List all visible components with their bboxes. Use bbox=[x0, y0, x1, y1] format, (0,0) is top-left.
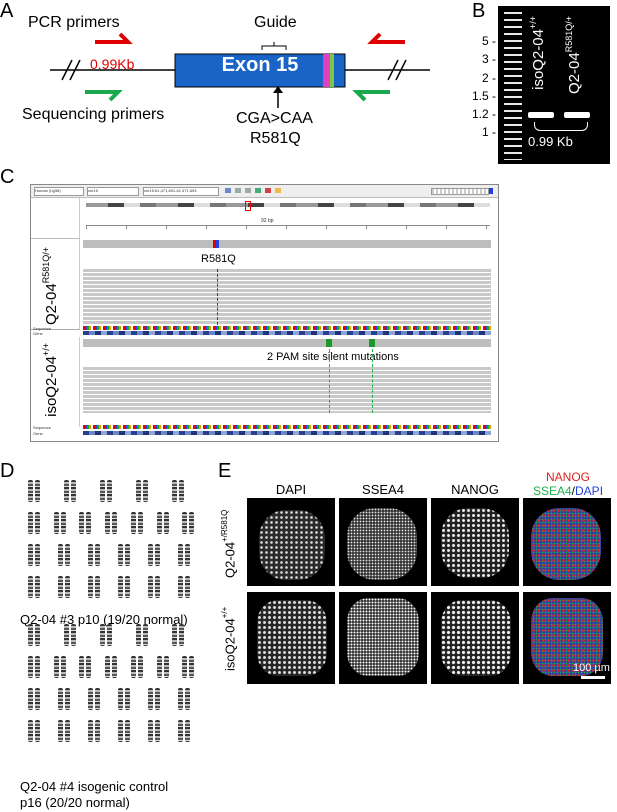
chromosome-pair bbox=[28, 720, 33, 742]
chromosome-pair bbox=[35, 480, 40, 502]
pcr-forward-primer bbox=[95, 34, 128, 42]
chromosome-pair bbox=[138, 512, 143, 534]
chromosome-pair bbox=[125, 720, 130, 742]
track2-name-panel bbox=[31, 337, 80, 427]
chromosome-pair bbox=[155, 720, 160, 742]
chromosome-pair bbox=[131, 512, 136, 534]
karyotype-2 bbox=[20, 620, 216, 760]
track2-sequence-label: Sequence bbox=[33, 425, 52, 430]
chromosome-ideogram bbox=[86, 203, 490, 207]
merge-label-nanog: NANOG bbox=[545, 470, 590, 484]
chromosome-pair bbox=[105, 512, 110, 534]
chromosome-pair bbox=[179, 624, 184, 646]
chromosome-pair bbox=[35, 576, 40, 598]
chromosome-pair bbox=[35, 688, 40, 710]
track1-gene-label: Gene bbox=[33, 331, 43, 336]
track1-sequence-label: Sequence bbox=[33, 326, 52, 331]
track1-name-panel bbox=[31, 239, 80, 330]
chromosome-pair bbox=[148, 544, 153, 566]
chromosome-pair bbox=[71, 480, 76, 502]
track2-gene-label: Gene bbox=[33, 431, 43, 436]
genome-select[interactable]: Human (hg38) bbox=[34, 187, 84, 196]
chromosome-pair bbox=[88, 720, 93, 742]
chromosome-pair bbox=[88, 688, 93, 710]
chromosome-pair bbox=[28, 688, 33, 710]
chromosome-pair bbox=[28, 624, 33, 646]
chromosome-pair bbox=[143, 480, 148, 502]
igv-browser bbox=[30, 184, 499, 442]
band-size-label: 0.99 Kb bbox=[528, 134, 573, 149]
column-dapi: DAPI bbox=[275, 482, 307, 497]
chromosome-pair bbox=[164, 512, 169, 534]
chromosome-pair bbox=[28, 512, 33, 534]
chromosome-pair bbox=[118, 720, 123, 742]
chromosome-pair bbox=[86, 512, 91, 534]
column-ssea4: SSEA4 bbox=[362, 482, 404, 497]
image-row2-dapi bbox=[247, 592, 335, 684]
track1-gene-bar bbox=[83, 331, 491, 335]
pcr-primers-label: PCR primers bbox=[28, 14, 120, 31]
chromosome-pair bbox=[35, 544, 40, 566]
karyotype-1 bbox=[20, 476, 216, 608]
chromosome-select[interactable]: chr15 bbox=[87, 187, 139, 196]
chromosome-pair bbox=[157, 512, 162, 534]
igv-toolbar bbox=[31, 185, 498, 198]
band-bracket bbox=[534, 122, 588, 131]
merge-label-ssea4-dapi: SSEA4/DAPI bbox=[532, 484, 604, 498]
chromosome-pair bbox=[95, 688, 100, 710]
chromosome-pair bbox=[155, 576, 160, 598]
chromosome-pair bbox=[155, 544, 160, 566]
close-icon[interactable] bbox=[265, 188, 271, 193]
chromosome-pair bbox=[148, 688, 153, 710]
track1-coverage-mutation-g bbox=[216, 240, 219, 248]
image-row1-dapi bbox=[247, 498, 335, 586]
chromosome-pair bbox=[28, 480, 33, 502]
track2-pam-mutation-2 bbox=[369, 339, 375, 347]
agarose-gel bbox=[498, 6, 610, 164]
chromosome-pair bbox=[79, 656, 84, 678]
chromosome-pair bbox=[100, 624, 105, 646]
span-label: 92 bp bbox=[261, 218, 274, 224]
image-row1-merge bbox=[523, 498, 611, 586]
track1-sequence-bar bbox=[83, 326, 491, 330]
chromosome-pair bbox=[28, 576, 33, 598]
chromosome-pair bbox=[58, 688, 63, 710]
chromosome-pair bbox=[61, 656, 66, 678]
chromosome-pair bbox=[65, 688, 70, 710]
track1-reads bbox=[83, 269, 491, 325]
track1-label: $Q2-04^{R581Q/+}$ bbox=[41, 247, 60, 325]
mutation-label: CGA>CAA bbox=[236, 110, 313, 127]
chromosome-pair bbox=[148, 720, 153, 742]
chromosome-pair bbox=[28, 656, 33, 678]
karyotype-caption-2-line1: Q2-04 #4 isogenic control bbox=[20, 779, 169, 794]
chromosome-pair bbox=[172, 624, 177, 646]
chromosome-pair bbox=[155, 688, 160, 710]
chromosome-pair bbox=[35, 656, 40, 678]
chromosome-pair bbox=[112, 656, 117, 678]
ideogram-position-marker bbox=[245, 201, 251, 211]
track1-variant-column bbox=[217, 269, 218, 325]
image-row2-ssea4 bbox=[339, 592, 427, 684]
panel-d-letter: D bbox=[0, 460, 15, 482]
chromosome-pair bbox=[118, 688, 123, 710]
chromosome-pair bbox=[118, 544, 123, 566]
ladder-3: 3 - bbox=[481, 52, 496, 66]
seq-forward-primer bbox=[85, 92, 118, 100]
band-lane-2 bbox=[564, 112, 590, 118]
home-icon[interactable] bbox=[225, 188, 231, 193]
chromosome-pair bbox=[125, 544, 130, 566]
chromosome-pair bbox=[178, 720, 183, 742]
chromosome-pair bbox=[35, 512, 40, 534]
chromosome-pair bbox=[71, 624, 76, 646]
guide-bracket bbox=[262, 42, 286, 50]
track1-coverage bbox=[83, 240, 491, 248]
track2-pam-column-2 bbox=[372, 349, 373, 413]
dna-ladder-lane bbox=[504, 12, 522, 160]
track2-reads bbox=[83, 367, 491, 413]
karyotype-caption-2-line2: p16 (20/20 normal) bbox=[20, 795, 130, 810]
image-row2-nanog bbox=[431, 592, 519, 684]
chromosome-pair bbox=[105, 656, 110, 678]
panel-b-letter: B bbox=[472, 0, 486, 22]
exon-label: Exon 15 bbox=[221, 54, 299, 76]
lane2-label: $Q2-04^{R581Q/+}$ bbox=[564, 16, 583, 94]
chromosome-pair bbox=[185, 544, 190, 566]
chromosome-pair bbox=[35, 624, 40, 646]
lane1-label: isoQ2-04+/+ bbox=[528, 16, 547, 90]
chromosome-pair bbox=[143, 624, 148, 646]
chromosome-pair bbox=[61, 512, 66, 534]
pcr-reverse-primer bbox=[372, 34, 405, 42]
scale-bar bbox=[581, 676, 605, 679]
row1-label: $Q2-04^{+/R581Q}$ bbox=[220, 509, 238, 579]
chromosome-pair bbox=[54, 512, 59, 534]
column-nanog: NANOG bbox=[451, 482, 499, 497]
comment-icon[interactable] bbox=[275, 188, 281, 193]
track2-pam-mutation-1 bbox=[326, 339, 332, 347]
ladder-1-5: 1.5 - bbox=[471, 89, 496, 103]
chromosome-pair bbox=[65, 720, 70, 742]
track2-annotation: 2 PAM site silent mutations bbox=[267, 351, 399, 363]
chromosome-pair bbox=[136, 624, 141, 646]
chromosome-pair bbox=[164, 656, 169, 678]
ruler-ticks bbox=[86, 225, 490, 229]
row2-label: isoQ2-04+/+ bbox=[220, 606, 238, 672]
ladder-1: 1 - bbox=[481, 125, 496, 139]
track2-sequence-bar bbox=[83, 425, 491, 429]
variant-label: R581Q bbox=[250, 130, 301, 147]
chromosome-pair bbox=[189, 656, 194, 678]
chromosome-pair bbox=[178, 688, 183, 710]
chromosome-pair bbox=[88, 544, 93, 566]
chromosome-pair bbox=[148, 576, 153, 598]
chromosome-pair bbox=[118, 576, 123, 598]
track2-label: isoQ2-04+/+ bbox=[41, 343, 60, 417]
chromosome-pair bbox=[138, 656, 143, 678]
chromosome-pair bbox=[95, 544, 100, 566]
chromosome-pair bbox=[65, 576, 70, 598]
chromosome-pair bbox=[58, 576, 63, 598]
chromosome-pair bbox=[182, 656, 187, 678]
ladder-2: 2 - bbox=[481, 71, 496, 85]
chromosome-pair bbox=[182, 512, 187, 534]
chromosome-pair bbox=[178, 544, 183, 566]
chromosome-pair bbox=[157, 656, 162, 678]
chromosome-pair bbox=[58, 720, 63, 742]
track1-annotation: R581Q bbox=[201, 253, 236, 265]
sequencing-primers-label: Sequencing primers bbox=[22, 106, 165, 123]
chromosome-pair bbox=[136, 480, 141, 502]
forward-icon[interactable] bbox=[245, 188, 251, 193]
chromosome-pair bbox=[95, 720, 100, 742]
locus-input[interactable]: chr15:61,471,601-61,471,693 bbox=[143, 187, 219, 196]
refresh-icon[interactable] bbox=[255, 188, 261, 193]
track-name-header bbox=[31, 198, 80, 239]
chromosome-pair bbox=[189, 512, 194, 534]
chromosome-pair bbox=[179, 480, 184, 502]
chromosome-pair bbox=[185, 576, 190, 598]
chromosome-pair bbox=[125, 688, 130, 710]
band-lane-1 bbox=[528, 112, 554, 118]
panel-a-letter: A bbox=[0, 0, 14, 22]
chromosome-pair bbox=[86, 656, 91, 678]
chromosome-pair bbox=[100, 480, 105, 502]
back-icon[interactable] bbox=[235, 188, 241, 193]
image-row2-merge bbox=[523, 592, 611, 684]
image-row1-nanog bbox=[431, 498, 519, 586]
track2-coverage bbox=[83, 339, 491, 347]
panel-e-letter: E bbox=[218, 460, 232, 482]
chromosome-pair bbox=[79, 512, 84, 534]
chromosome-pair bbox=[35, 720, 40, 742]
track2-pam-column-1 bbox=[329, 349, 330, 413]
chromosome-pair bbox=[65, 544, 70, 566]
chromosome-pair bbox=[64, 480, 69, 502]
image-row1-ssea4 bbox=[339, 498, 427, 586]
chromosome-pair bbox=[28, 544, 33, 566]
chromosome-pair bbox=[125, 576, 130, 598]
track2-gene-bar bbox=[83, 431, 491, 435]
zoom-thumb[interactable] bbox=[489, 188, 493, 194]
chromosome-pair bbox=[54, 656, 59, 678]
seq-reverse-primer bbox=[357, 92, 390, 100]
chromosome-pair bbox=[107, 480, 112, 502]
chromosome-pair bbox=[95, 576, 100, 598]
chromosome-pair bbox=[107, 624, 112, 646]
chromosome-pair bbox=[185, 720, 190, 742]
guide-label: Guide bbox=[254, 14, 297, 31]
chromosome-pair bbox=[178, 576, 183, 598]
zoom-slider[interactable] bbox=[431, 188, 489, 195]
chromosome-pair bbox=[58, 544, 63, 566]
chromosome-pair bbox=[64, 624, 69, 646]
scale-bar-label: 100 µm bbox=[573, 662, 610, 674]
panel-c-letter: C bbox=[0, 166, 15, 188]
chromosome-pair bbox=[131, 656, 136, 678]
amplicon-size-label: 0.99Kb bbox=[90, 56, 135, 72]
chromosome-pair bbox=[112, 512, 117, 534]
ladder-1-2: 1.2 - bbox=[471, 107, 496, 121]
chromosome-pair bbox=[172, 480, 177, 502]
ladder-5: 5 - bbox=[481, 34, 496, 48]
karyotype-caption-1: Q2-04 #3 p10 (19/20 normal) bbox=[20, 612, 188, 627]
chromosome-pair bbox=[88, 576, 93, 598]
chromosome-pair bbox=[185, 688, 190, 710]
